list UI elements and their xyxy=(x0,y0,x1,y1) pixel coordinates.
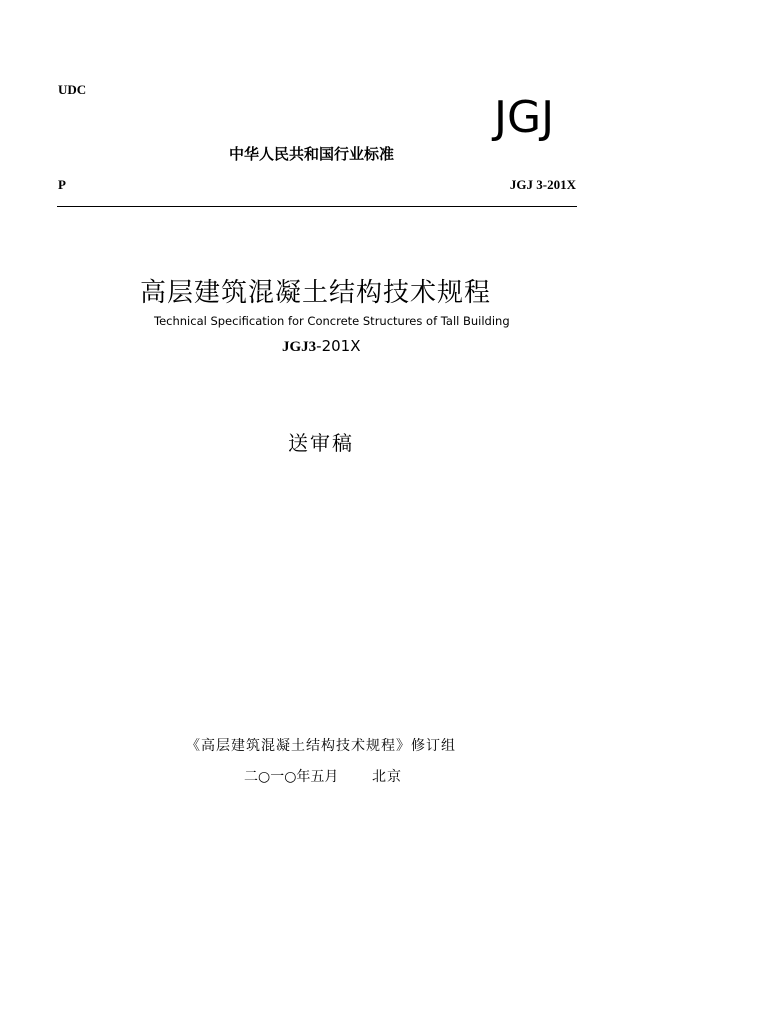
publication-place: 北京 xyxy=(372,769,402,785)
revision-group: 《高层建筑混凝土结构技术规程》修订组 xyxy=(186,738,456,754)
draft-stage: 送审稿 xyxy=(288,431,354,455)
document-code-prefix: JGJ3 xyxy=(282,339,317,355)
jgj-logo: JGJ xyxy=(494,92,555,143)
standard-type: 中华人民共和国行业标准 xyxy=(229,145,395,163)
classification-code: P xyxy=(58,177,66,192)
document-code-suffix: -201X xyxy=(316,337,361,355)
header-divider xyxy=(57,206,577,207)
document-title-english: Technical Specification for Concrete Structures of Tall Building xyxy=(154,314,510,328)
standard-number: JGJ 3-201X xyxy=(509,177,576,192)
document-code xyxy=(282,337,361,356)
udc-label: UDC xyxy=(58,82,87,97)
publication-date: 二○一○年五月 xyxy=(244,769,339,785)
document-title: 高层建筑混凝土结构技术规程 xyxy=(140,278,492,308)
